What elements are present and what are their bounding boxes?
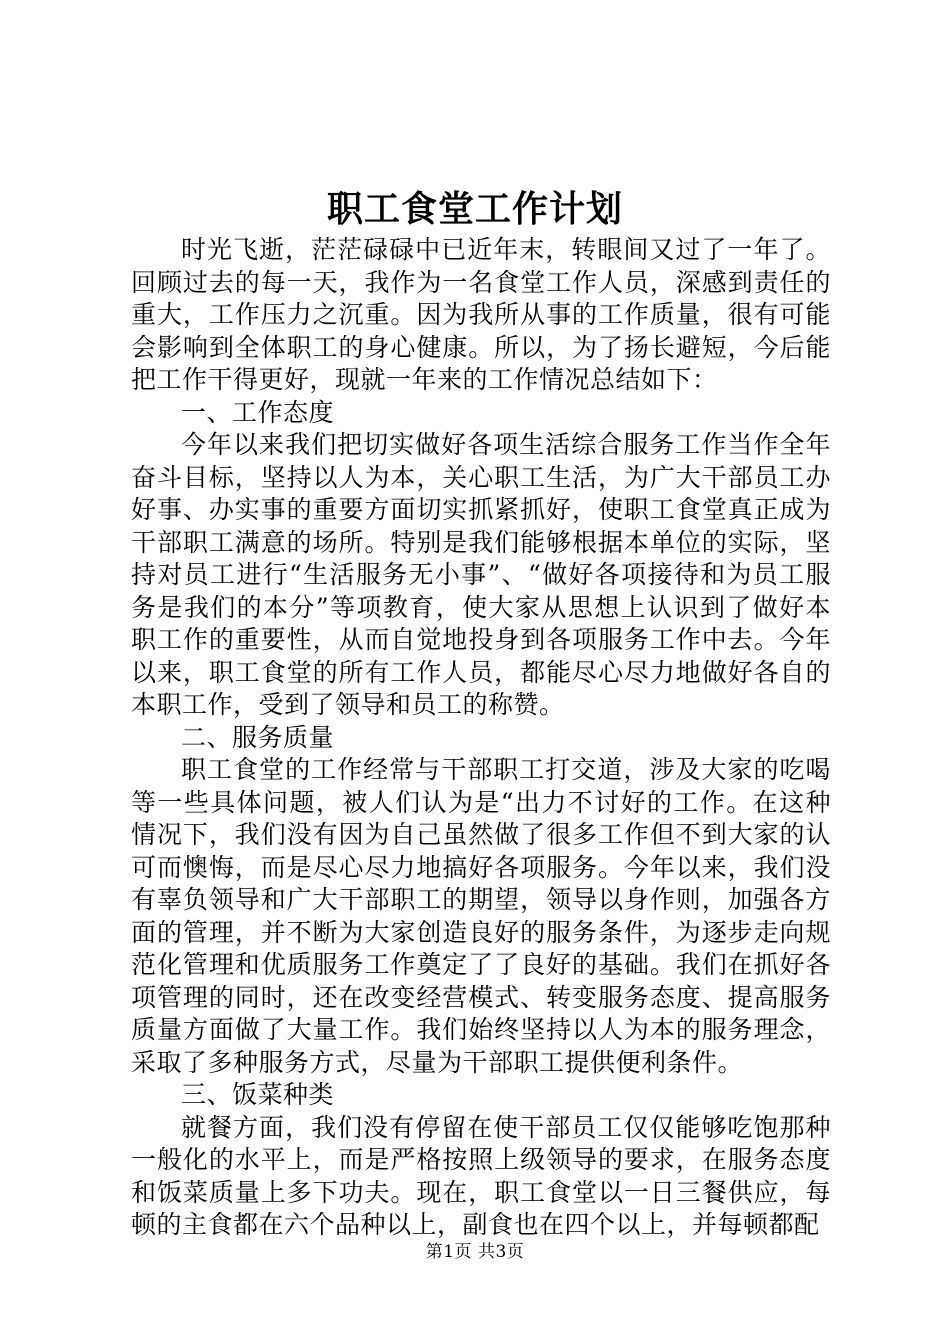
section-paragraph-service-quality: 职工食堂的工作经常与干部职工打交道，涉及大家的吃喝等一些具体问题，被人们认为是“出力不讨好的工作。在这种情况下，我们没有因为自己虽然做了很多工作但不到大家的认可而懊悔，而是尽心尽力地搞好各项服务。今年以来，我们没有辜负领导和广大干部职工的期望，领导以身作则，加强各方面的管理，并不断为大家创造良好的服务条件，为逐步走向规范化管理和优质服务工作奠定了了良好的基础。我们在抓好各项管理的同时，还在改变经营模式、转变服务态度、提高服务质量方面做了大量工作。我们始终坚持以人为本的服务理念，采取了多种服务方式，尽量为干部职工提供便利条件。	[131, 755, 831, 1077]
document-body	[131, 234, 831, 1242]
section-heading-work-attitude: 一、工作态度	[181, 397, 335, 427]
page-footer: 第1页 共3页	[425, 1242, 525, 1262]
section-heading-meal-variety: 三、饭菜种类	[181, 1080, 335, 1109]
intro-paragraph: 时光飞逝，茫茫碌碌中已近年末，转眼间又过了一年了。回顾过去的每一天，我作为一名食堂工作人员，深感到责任的重大，工作压力之沉重。因为我所从事的工作质量，很有可能会影响到全体职工的身心健康。所以，为了扬长避短，今后能把工作干得更好，现就一年来的工作情况总结如下：	[131, 235, 831, 394]
page-title: 职工食堂工作计划	[326, 188, 623, 230]
section-paragraph-work-attitude: 今年以来我们把切实做好各项生活综合服务工作当作全年奋斗目标，坚持以人为本，关心职工生活，为广大干部员工办好事、办实事的重要方面切实抓紧抓好，使职工食堂真正成为干部职工满意的场所。特别是我们能够根据本单位的实际，坚持对员工进行“生活服务无小事”、“做好各项接待和为员工服务是我们的本分”等项教育，使大家从思想上认识到了做好本职工作的重要性，从而自觉地投身到各项服务工作中去。今年以来，职工食堂的所有工作人员，都能尽心尽力地做好各自的本职工作，受到了领导和员工的称赞。	[131, 430, 831, 719]
section-paragraph-meal-variety: 就餐方面，我们没有停留在使干部员工仅仅能够吃饱那种一般化的水平上，而是严格按照上级领导的要求，在服务态度和饭菜质量上多下功夫。现在，职工食堂以一日三餐供应，每顿的主食都在六个品种以上，副食也在四个以上，并每顿都配	[131, 1112, 831, 1239]
section-heading-service-quality: 二、服务质量	[181, 722, 335, 752]
